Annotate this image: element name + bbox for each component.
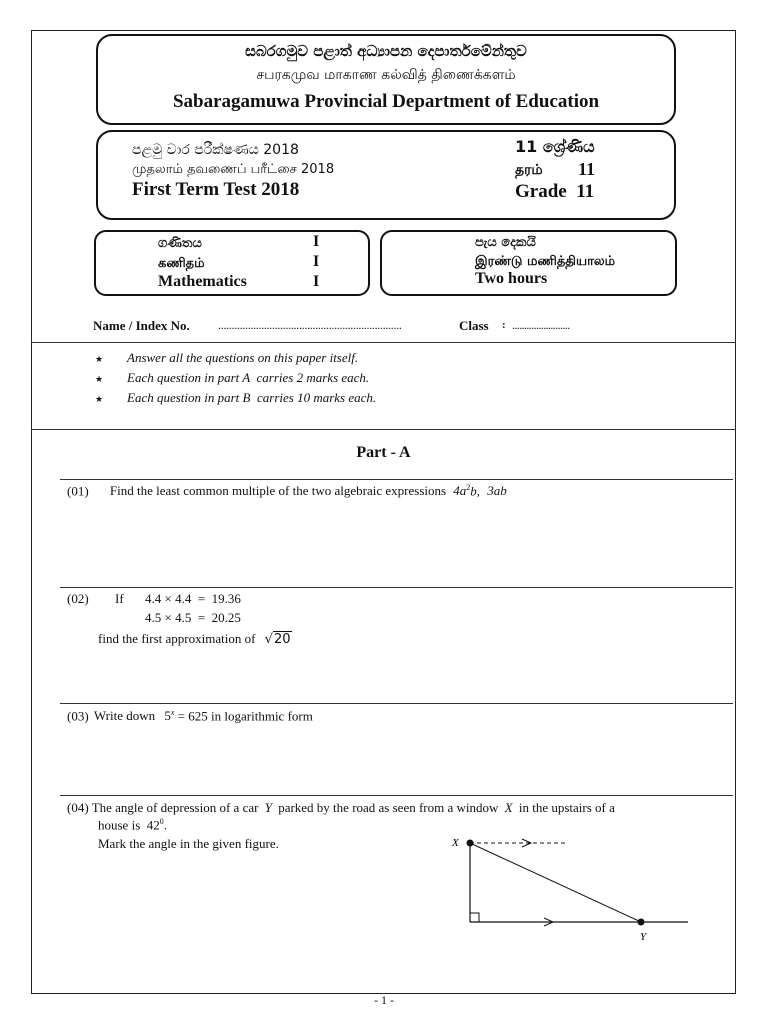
question-text: parked by the road as seen from a window bbox=[278, 800, 499, 815]
subject-english: Mathematics bbox=[158, 273, 247, 290]
star-bullet-icon: ★ bbox=[95, 354, 104, 364]
exam-title-tamil: முதலாம் தவணைப் பரீட்சை 2018 bbox=[132, 162, 335, 177]
variable-y: Y bbox=[264, 800, 272, 815]
question-text: Find the least common multiple of the two algebraic expressions bbox=[109, 483, 447, 499]
expression: 4a bbox=[453, 483, 467, 499]
subject-sinhala: ගණිතය bbox=[158, 236, 202, 251]
class-field[interactable]: ........................ bbox=[512, 318, 570, 332]
question-divider bbox=[60, 587, 733, 588]
grade-sinhala: 11 ශ්‍රේණිය bbox=[515, 137, 595, 156]
exam-title-sinhala: පළමු වාර පරීක්ෂණය 2018 bbox=[132, 142, 299, 158]
exam-title-english: First Term Test 2018 bbox=[132, 179, 300, 200]
point-y bbox=[638, 919, 645, 926]
question-3 bbox=[67, 708, 313, 724]
divider bbox=[31, 429, 736, 430]
question-text: in the upstairs of a bbox=[518, 800, 615, 815]
duration-sinhala: පැය දෙකයි bbox=[475, 235, 536, 250]
line-of-sight bbox=[470, 843, 641, 922]
question-1 bbox=[67, 483, 507, 499]
question-4-line-3: Mark the angle in the given figure. bbox=[98, 836, 279, 851]
equation-line: 4.4 × 4.4 = 19.36 bbox=[145, 591, 241, 606]
equation-line: 4.5 × 4.5 = 20.25 bbox=[145, 610, 241, 625]
part-title: Part - A bbox=[356, 444, 411, 461]
question-text: . bbox=[163, 817, 167, 833]
grade-english: Grade 11 bbox=[515, 181, 595, 202]
question-number: (03) bbox=[67, 708, 89, 724]
duration-english: Two hours bbox=[475, 270, 548, 287]
paper-number: I bbox=[313, 253, 320, 270]
instruction-item: Answer all the questions on this paper itself. bbox=[127, 350, 359, 365]
question-text bbox=[98, 631, 292, 647]
label-y: Y bbox=[640, 931, 647, 943]
name-index-label: Name / Index No. bbox=[93, 318, 190, 333]
grade-tamil-number: 11 bbox=[578, 159, 596, 179]
question-number: (02) bbox=[67, 591, 89, 606]
question-text: The angle of depression of a car bbox=[91, 800, 259, 815]
radicand: 20 bbox=[273, 632, 291, 647]
question-text: If bbox=[115, 591, 124, 606]
subject-tamil: கணிதம் bbox=[158, 256, 205, 271]
instruction-item: Each question in part B carries 10 marks each. bbox=[127, 390, 377, 405]
label-x: X bbox=[452, 837, 459, 849]
point-x bbox=[467, 840, 474, 847]
star-bullet-icon: ★ bbox=[95, 394, 104, 404]
square-root: √20 bbox=[264, 632, 291, 647]
question-text: Write down bbox=[93, 708, 156, 724]
question-divider bbox=[60, 703, 733, 704]
paper-number: I bbox=[313, 233, 320, 250]
class-colon: : bbox=[502, 319, 506, 331]
question-divider bbox=[60, 479, 733, 480]
question-divider bbox=[60, 795, 733, 796]
base: 5 bbox=[164, 708, 171, 724]
header-sinhala: සබරගමුව පළාත් අධ්‍යාපන දෙපාර්තමේන්තුව bbox=[245, 42, 527, 60]
right-angle-marker bbox=[470, 913, 479, 922]
duration-tamil: இரண்டு மணித்தியாலம் bbox=[475, 254, 616, 269]
divider bbox=[31, 342, 736, 343]
expression: b, bbox=[470, 483, 481, 499]
question-text: = 625 in logarithmic form bbox=[177, 708, 313, 724]
grade-tamil-label: தரம் bbox=[515, 162, 543, 178]
star-bullet-icon: ★ bbox=[95, 374, 104, 384]
depression-angle-figure[interactable] bbox=[440, 830, 700, 945]
question-4-line-2 bbox=[98, 817, 167, 833]
paper-number: I bbox=[313, 273, 320, 290]
question-text: house is 42 bbox=[98, 817, 160, 833]
header-english: Sabaragamuwa Provincial Department of Education bbox=[172, 91, 600, 112]
degree-exponent: 0 bbox=[159, 817, 164, 826]
header-tamil: சபரகமுவ மாகாண கல்வித் திணைக்களம் bbox=[256, 67, 516, 83]
question-text-line: find the first approximation of bbox=[98, 631, 256, 646]
variable-x: X bbox=[504, 800, 513, 815]
expression: 3ab bbox=[487, 483, 507, 499]
exponent: 2 bbox=[466, 483, 471, 492]
name-index-field[interactable]: .................................................................... bbox=[218, 318, 402, 332]
instruction-item: Each question in part A carries 2 marks each. bbox=[127, 370, 370, 385]
question-number: (01) bbox=[67, 483, 89, 499]
question-number: (04) bbox=[67, 800, 89, 815]
exponent: x bbox=[170, 708, 175, 717]
class-label: Class bbox=[459, 318, 489, 333]
question-4-line-1 bbox=[67, 800, 615, 816]
page-number: - 1 - bbox=[374, 993, 394, 1007]
